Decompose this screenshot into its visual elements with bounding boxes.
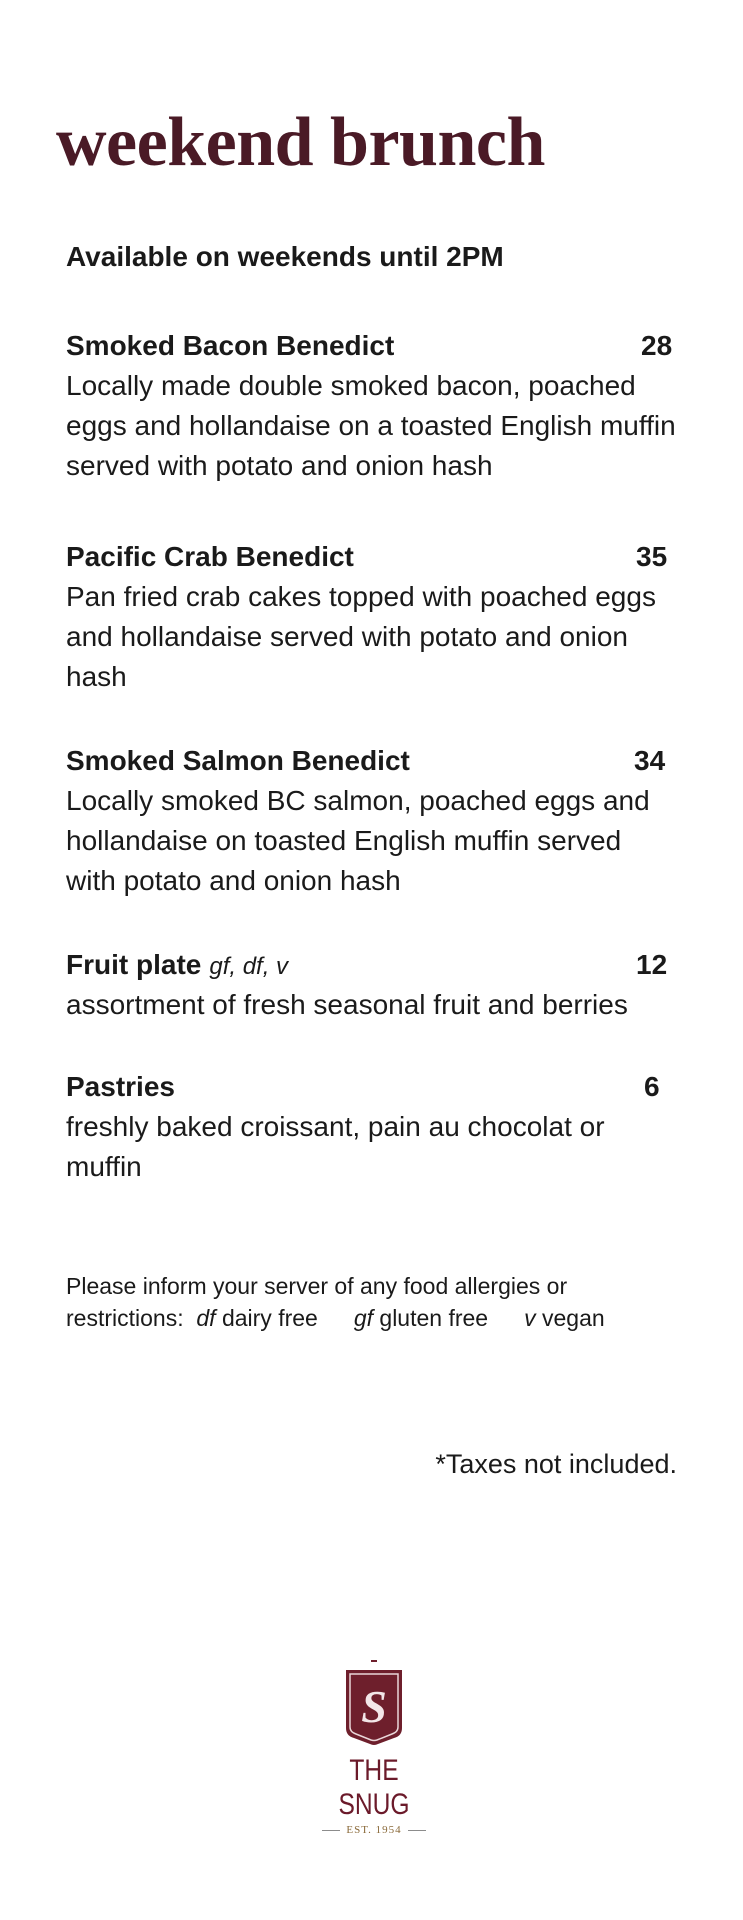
page-title: weekend brunch [56, 104, 545, 181]
menu-item-price: 28 [641, 330, 673, 361]
menu-item-name: Pastries [66, 1071, 175, 1102]
legend-code: gf [353, 1305, 374, 1331]
legend-meaning: vegan [542, 1305, 605, 1331]
menu-item-pastries [66, 1067, 678, 1187]
menu-item-header [66, 1067, 678, 1107]
legend-code: v [524, 1305, 536, 1331]
menu-item-name-text: Fruit plate [66, 949, 202, 980]
menu-item-name: Smoked Salmon Benedict [66, 745, 410, 776]
menu-item-header [66, 741, 678, 781]
menu-item-price: 35 [636, 541, 668, 572]
menu-item-name [66, 945, 288, 987]
menu-item-header [66, 537, 678, 577]
menu-item-description: Locally smoked BC salmon, poached eggs and hollandaise on toasted English muffin served with potato and onion hash [66, 785, 650, 896]
allergy-notice [66, 1270, 686, 1334]
allergy-legend-line [66, 1302, 686, 1334]
menu-item-description: freshly baked croissant, pain au chocolat or muffin [66, 1111, 605, 1182]
legend-dairy-free [196, 1305, 317, 1331]
logo-name: THE SNUG [338, 1754, 410, 1821]
menu-item-name: Smoked Bacon Benedict [66, 330, 395, 361]
menu-item-header [66, 326, 678, 366]
legend-vegan [524, 1305, 605, 1331]
legend-meaning: gluten free [379, 1305, 489, 1331]
logo-established: EST. 1954 [346, 1824, 402, 1836]
menu-item-price: 6 [644, 1071, 660, 1102]
menu-item-description: assortment of fresh seasonal fruit and berries [66, 989, 628, 1020]
legend-gluten-free [354, 1305, 488, 1331]
legend-meaning: dairy free [221, 1305, 318, 1331]
menu-item-pacific-crab-benedict [66, 537, 678, 697]
divider [322, 1830, 340, 1831]
menu-item-description: Locally made double smoked bacon, poached eggs and hollandaise on a toasted English muffin served with potato and onion hash [66, 370, 676, 481]
allergy-legend-prefix: restrictions: [66, 1305, 184, 1331]
dietary-tags: gf, df, v [209, 953, 289, 980]
menu-item-header [66, 945, 678, 985]
menu-item-fruit-plate [66, 945, 678, 1025]
divider [408, 1830, 426, 1831]
legend-code: df [196, 1305, 216, 1331]
logo-emblem-letter: S [361, 1681, 387, 1732]
shield-s-icon [338, 1660, 410, 1748]
menu-item-smoked-salmon-benedict [66, 741, 678, 901]
taxes-note: *Taxes not included. [435, 1449, 677, 1479]
menu-item-price: 12 [636, 949, 668, 980]
menu-item-description: Pan fried crab cakes topped with poached eggs and hollandaise served with potato and onion hash [66, 581, 656, 692]
menu-item-price: 34 [634, 745, 666, 776]
logo-established-row [312, 1824, 436, 1836]
restaurant-logo [312, 1660, 436, 1836]
availability-note: Available on weekends until 2PM [66, 241, 504, 272]
menu-item-name: Pacific Crab Benedict [66, 541, 354, 572]
menu-item-smoked-bacon-benedict [66, 326, 678, 486]
allergy-notice-line: Please inform your server of any food allergies or [66, 1273, 568, 1299]
